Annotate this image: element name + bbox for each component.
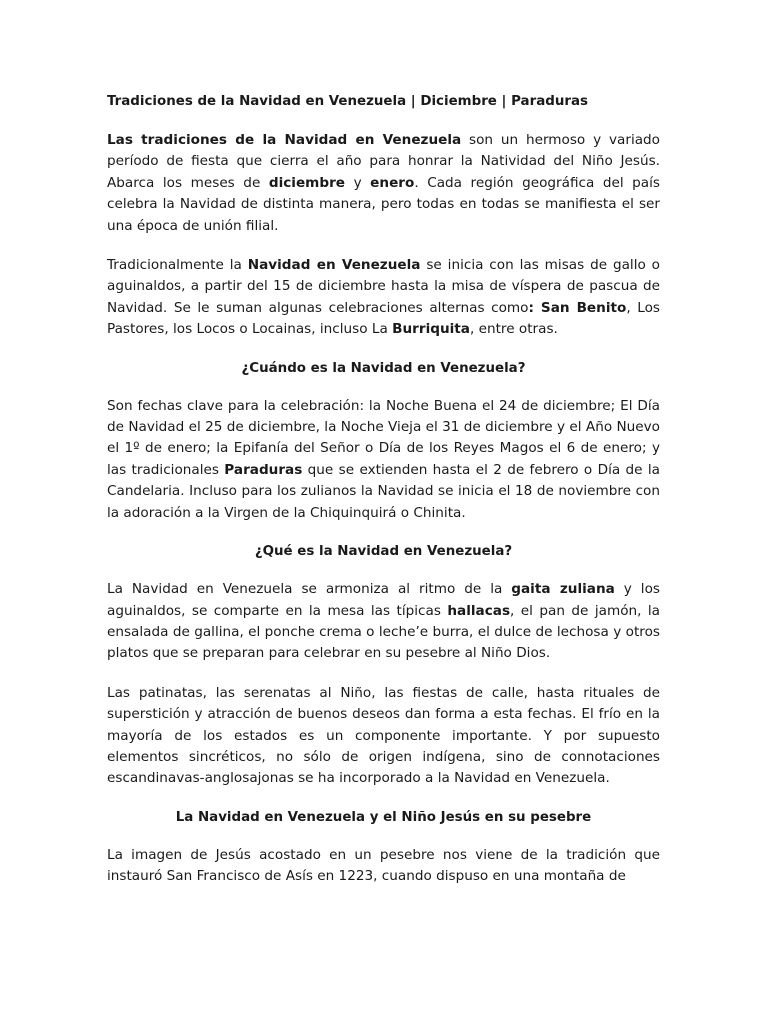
paragraph-text: se inicia con las misas de gallo o aguinaldos, a partir del 15 de diciembre hasta la misa de víspera de pascua de Navidad. Se le suman algunas celebraciones alternas como [107, 257, 660, 316]
paragraph-intro [107, 130, 660, 237]
paragraph-text: y [345, 174, 371, 191]
bold-text: hallacas [447, 602, 511, 619]
paragraph-pesebre: La imagen de Jesús acostado en un pesebre nos viene de la tradición que instauró San Francisco de Asís en 1223, cuando dispuso en una montaña de [107, 846, 660, 885]
paragraph-text: La Navidad en Venezuela se armoniza al ritmo de la [107, 581, 512, 598]
document-title: Tradiciones de la Navidad en Venezuela | Diciembre | Paraduras [107, 94, 588, 109]
paragraph-text: Tradicionalmente la [107, 257, 248, 274]
bold-text: Paraduras [224, 461, 303, 478]
paragraph-text: , Los Pastores, los Locos o Locainas, incluso La [107, 299, 660, 338]
paragraph-text: que se extienden hasta el 2 de febrero o Día de la Candelaria. Incluso para los zulianos la Navidad se inicia el 18 de noviembre con la adoración a la Virgen de la Chiquinquirá o Chinita. [107, 461, 660, 521]
paragraph-text: , entre otras. [469, 321, 558, 338]
section-heading-pesebre: La Navidad en Venezuela y el Niño Jesús en su pesebre [175, 809, 592, 825]
paragraph-text: , el pan de jamón, la ensalada de gallina, el ponche crema o leche’e burra, el dulce de lechosa y otros platos que se preparan para celebrar en su pesebre al Niño Dios. [107, 602, 660, 662]
document-body [107, 92, 660, 906]
bold-text: Burriquita [392, 321, 470, 338]
bold-text: : San Benito [528, 299, 627, 316]
paragraph-customs: Las patinatas, las serenatas al Niño, las fiestas de calle, hasta rituales de superstición y atracción de buenos deseos dan forma a esta fechas. El frío en la mayoría de los estados es un componente importante. Y por supuesto elementos sincréticos, no sólo de origen indígena, sino de connotaciones escandinavas-anglosajonas se ha incorporado a la Navidad en Venezuela. [107, 684, 660, 787]
paragraph-dates [107, 396, 660, 524]
bold-text: enero [370, 174, 415, 191]
paragraph-tradition [107, 255, 660, 341]
bold-text: gaita zuliana [511, 581, 615, 598]
paragraph-food [107, 579, 660, 665]
section-heading-que-es: ¿Qué es la Navidad en Venezuela? [254, 544, 513, 560]
section-heading-cuando: ¿Cuándo es la Navidad en Venezuela? [241, 360, 526, 376]
paragraph-text: y los aguinaldos, se comparte en la mesa las típicas [107, 581, 660, 619]
bold-text: diciembre [268, 174, 346, 191]
bold-text: Las tradiciones de la Navidad en Venezuela [107, 132, 462, 148]
paragraph-text: . Cada región geográfica del país celebra la Navidad de distinta manera, pero todas en todas se manifiesta el ser una época de unión filial. [107, 174, 660, 234]
paragraph-text: Son fechas clave para la celebración: la Noche Buena el 24 de diciembre; El Día de Navidad el 25 de diciembre, la Noche Vieja el 31 de diciembre y el Año Nuevo el 1º de enero; la Epifanía del Señor o Día de los Reyes Magos el 6 de enero; y las tradicionales [107, 397, 660, 478]
paragraph-text: son un hermoso y variado período de fiesta que cierra el año para honrar la Natividad del Niño Jesús. Abarca los meses de [107, 132, 660, 191]
bold-text: Navidad en Venezuela [247, 257, 421, 274]
